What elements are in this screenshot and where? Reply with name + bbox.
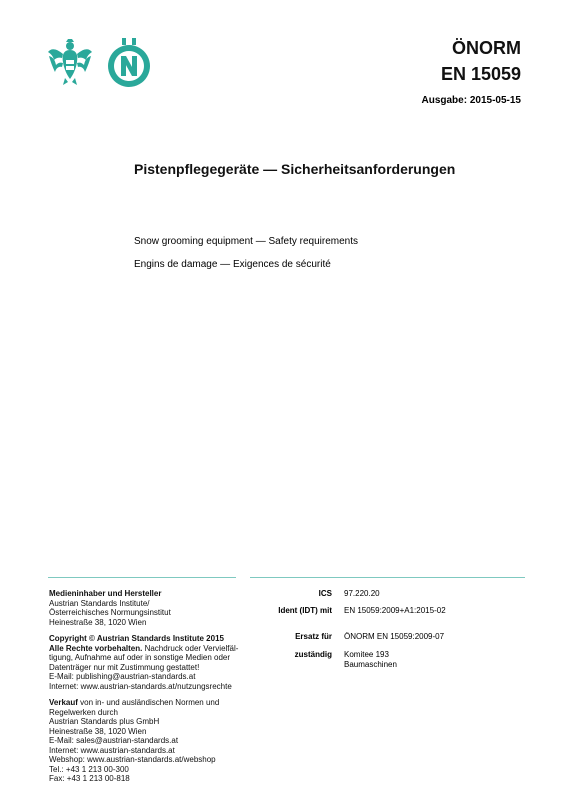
ident-value: EN 15059:2009+A1:2015-02 xyxy=(344,606,446,615)
rights-rest: Nachdruck oder Vervielfäl- xyxy=(142,643,239,653)
publisher-block xyxy=(49,589,249,627)
publisher-line: Austrian Standards Institute/ xyxy=(49,598,150,608)
sales-website: Internet: www.austrian-standards.at xyxy=(49,745,175,755)
publisher-heading: Medieninhaber und Hersteller xyxy=(49,589,162,598)
responsible-value xyxy=(344,650,397,669)
standard-number: EN 15059 xyxy=(440,64,521,84)
onorm-logo xyxy=(105,38,153,88)
publisher-line: Heinestraße 38, 1020 Wien xyxy=(49,617,147,627)
copyright-line: Datenträger nur mit Zustimmung gestattet! xyxy=(49,662,200,672)
right-divider xyxy=(250,577,525,578)
sales-phone: Tel.: +43 1 213 00-300 xyxy=(49,764,129,774)
ics-label: ICS xyxy=(318,589,332,598)
copyright-heading: Copyright © Austrian Standards Institute 2015 xyxy=(49,634,224,643)
sales-line: Regelwerken durch xyxy=(49,707,118,717)
standard-prefix: ÖNORM xyxy=(452,38,521,58)
standard-designation xyxy=(441,37,521,86)
sales-heading-line xyxy=(49,698,249,708)
replaces-label: Ersatz für xyxy=(295,632,332,641)
copyright-line: tigung, Aufnahme auf oder in sonstige Medien oder xyxy=(49,653,231,662)
committee-number: Komitee 193 xyxy=(344,650,389,659)
ident-label: Ident (IDT) mit xyxy=(278,606,332,615)
ics-value: 97.220.20 xyxy=(344,589,380,598)
responsible-label: zuständig xyxy=(294,650,332,659)
publisher-info xyxy=(49,589,249,791)
sales-line: Heinestraße 38, 1020 Wien xyxy=(49,726,147,736)
publisher-line: Österreichisches Normungsinstitut xyxy=(49,608,171,617)
left-divider xyxy=(48,577,236,578)
document-title-french: Engins de damage — Exigences de sécurité xyxy=(134,259,331,270)
sales-email: E-Mail: sales@austrian-standards.at xyxy=(49,736,179,745)
copyright-email: E-Mail: publishing@austrian-standards.at xyxy=(49,672,196,681)
committee-name: Baumaschinen xyxy=(344,659,397,669)
sales-fax: Fax: +43 1 213 00-818 xyxy=(49,774,130,783)
austrian-eagle-logo xyxy=(47,38,93,86)
sales-line: Austrian Standards plus GmbH xyxy=(49,717,160,726)
logo-group xyxy=(47,38,155,90)
sales-heading: Verkauf xyxy=(49,698,78,707)
copyright-block xyxy=(49,634,249,691)
sales-webshop: Webshop: www.austrian-standards.at/webshop xyxy=(49,755,216,764)
issue-date: Ausgabe: 2015-05-15 xyxy=(421,95,521,106)
rights-bold: Alle Rechte vorbehalten. xyxy=(49,643,143,653)
document-title-english: Snow grooming equipment — Safety requirements xyxy=(134,236,359,247)
replaces-value: ÖNORM EN 15059:2009-07 xyxy=(344,632,445,641)
document-title-german: Pistenpflegegeräte — Sicherheitsanforderungen xyxy=(134,161,456,177)
copyright-website: Internet: www.austrian-standards.at/nutzungsrechte xyxy=(49,681,232,691)
sales-block xyxy=(49,698,249,784)
rights-line xyxy=(49,644,249,654)
sales-heading-rest: von in- und ausländischen Normen und xyxy=(77,698,220,707)
